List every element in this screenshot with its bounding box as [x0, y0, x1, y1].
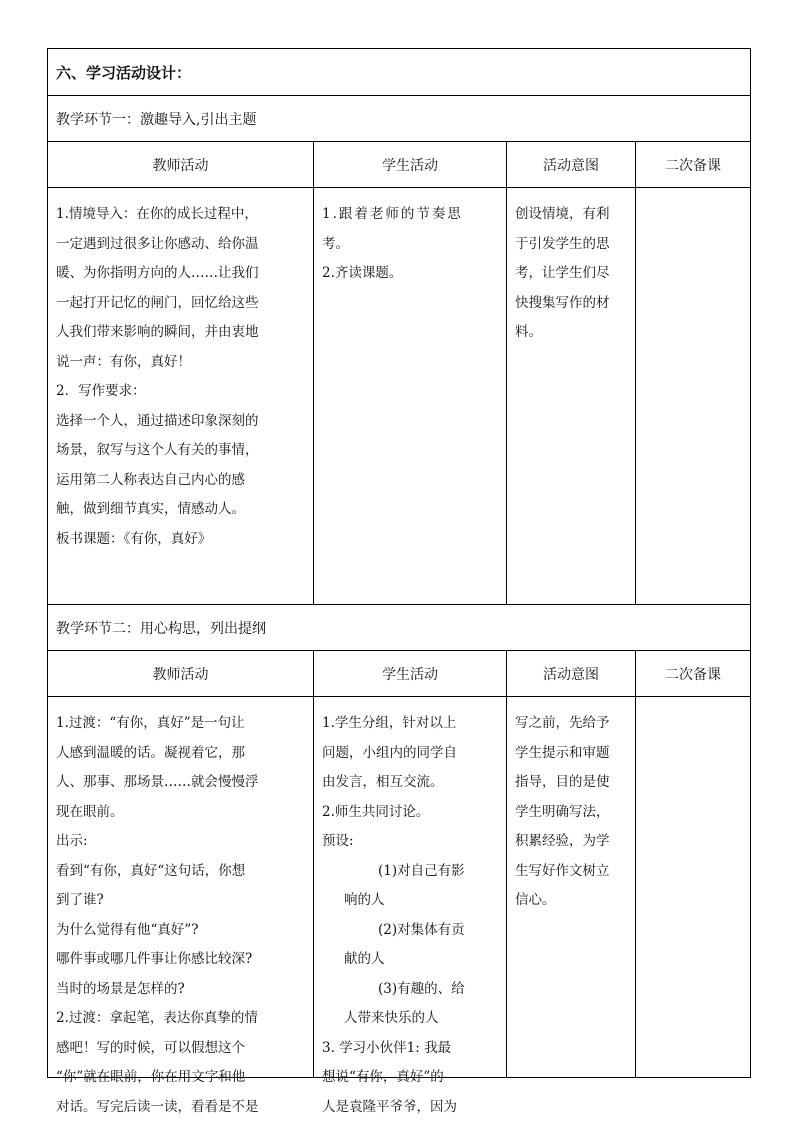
text-line: 写之前，先给予: [515, 715, 610, 731]
stage1-student-cell: [314, 188, 507, 604]
text-line: 板书课题：《有你，真好》: [56, 530, 212, 547]
text-line: 料。: [515, 324, 542, 340]
text-line: 场景，叙写与这个人有关的事情，: [56, 442, 259, 458]
stage1-teacher-cell: [48, 188, 314, 604]
text-line: 创设情境，有利: [515, 206, 610, 222]
lesson-plan-table: [47, 48, 751, 1115]
text-line: 说一声：有你，真好！: [56, 353, 191, 370]
text-line: 为什么觉得有他“真好”?: [56, 921, 199, 938]
header-student: 学生活动: [314, 142, 507, 187]
text-line: 响的人: [344, 892, 385, 908]
text-line: 一定遇到过很多让你感动、给你温: [56, 235, 259, 252]
text-line: (1)对自己有影: [378, 862, 465, 879]
text-line: 现在眼前。: [56, 803, 124, 820]
text-line: 3. 学习小伙伴1: 我最: [322, 1039, 452, 1056]
header-teacher: 教师活动: [48, 142, 314, 187]
stage1-intent-cell: [507, 188, 636, 604]
text-line: 2.齐读课题。: [322, 265, 403, 281]
text-line: 考，让学生们尽: [515, 265, 610, 281]
text-line: 2.过渡：拿起笔，表达你真挚的情: [56, 1010, 258, 1026]
stage2-teacher-cell: [48, 697, 314, 1115]
text-line: 1.学生分组，针对以上: [322, 715, 457, 731]
text-line: 人带来快乐的人: [344, 1010, 439, 1026]
text-line: (3)有趣的、给: [378, 980, 465, 997]
section-title: 六、学习活动设计：: [48, 49, 750, 96]
stage2-body-row: [48, 697, 750, 1115]
text-line: 哪件事或哪几件事让你感比较深?: [56, 951, 253, 967]
text-line: 触，做到细节真实，情感动人。: [56, 501, 245, 517]
text-line: 信心。: [515, 892, 556, 908]
text-line: 学生提示和审题: [515, 744, 610, 761]
text-line: 1.跟着老师的节奏思: [322, 206, 463, 222]
text-line: 指导，目的是使: [515, 774, 610, 790]
text-line: 人是袁隆平爷爷，因为: [322, 1098, 457, 1115]
text-line: 快搜集写作的材: [515, 294, 610, 311]
stage2-header-row: [48, 651, 750, 697]
stage2-title: 教学环节二：用心构思，列出提纲: [48, 605, 750, 651]
text-line: 献的人: [344, 951, 385, 967]
text-line: 于引发学生的思: [515, 235, 610, 252]
text-line: 考。: [322, 235, 349, 252]
stage1-prep-cell: [636, 188, 750, 604]
stage1-header-row: [48, 142, 750, 188]
header-intent: 活动意图: [507, 142, 636, 187]
text-line: 积累经验，为学: [515, 833, 610, 849]
text-line: 暖、为你指明方向的人……让我们: [56, 265, 259, 281]
stage2-prep-cell: [636, 697, 750, 1077]
text-line: 出示:: [56, 833, 88, 849]
text-line: 生写好作文树立: [515, 862, 610, 879]
header-intent: 活动意图: [507, 651, 636, 696]
text-line: 2．写作要求：: [56, 383, 146, 399]
text-line: 问题，小组内的同学自: [322, 744, 457, 761]
text-line: 1.情境导入：在你的成长过程中，: [56, 206, 258, 222]
stage2-intent-cell: [507, 697, 636, 1077]
text-line: 学生明确写法，: [515, 803, 610, 820]
text-line: 1.过渡：“有你，真好”是一句让: [56, 715, 245, 731]
text-line: 一起打开记忆的闸门，回忆给这些: [56, 294, 259, 311]
text-line: 看到“有你，真好“这句话，你想: [56, 862, 246, 879]
stage2-student-cell: [314, 697, 507, 1115]
text-line: “你”就在眼前，你在用文字和他: [56, 1069, 246, 1085]
text-line: 想说“有你，真好”的: [322, 1069, 444, 1085]
header-student: 学生活动: [314, 651, 507, 696]
text-line: 感吧！写的时候，可以假想这个: [56, 1039, 245, 1056]
header-prep: 二次备课: [665, 157, 721, 174]
text-line: 人、那事、那场景……就会慢慢浮: [56, 774, 259, 790]
stage1-body-row: [48, 188, 750, 605]
text-line: 2.师生共同讨论。: [322, 803, 430, 820]
text-line: (2)对集体有贡: [378, 921, 465, 938]
header-teacher: 教师活动: [48, 651, 314, 696]
text-line: 由发言，相互交流。: [322, 774, 444, 790]
text-line: 当时的场景是怎样的?: [56, 980, 185, 997]
text-line: 对话。写完后读一读，看看是不是: [56, 1098, 259, 1115]
stage1-title: 教学环节一：激趣导入,引出主题: [48, 96, 750, 142]
text-line: 人感到温暖的话。凝视着它，那: [56, 744, 245, 761]
header-prep: 二次备课: [665, 666, 721, 683]
text-line: 运用第二人称表达自己内心的感: [56, 471, 245, 488]
text-line: 预设:: [322, 833, 354, 849]
text-line: 选择一个人，通过描述印象深刻的: [56, 412, 259, 429]
text-line: 人我们带来影响的瞬间，并由衷地: [56, 324, 259, 340]
text-line: 到了谁?: [56, 892, 104, 908]
